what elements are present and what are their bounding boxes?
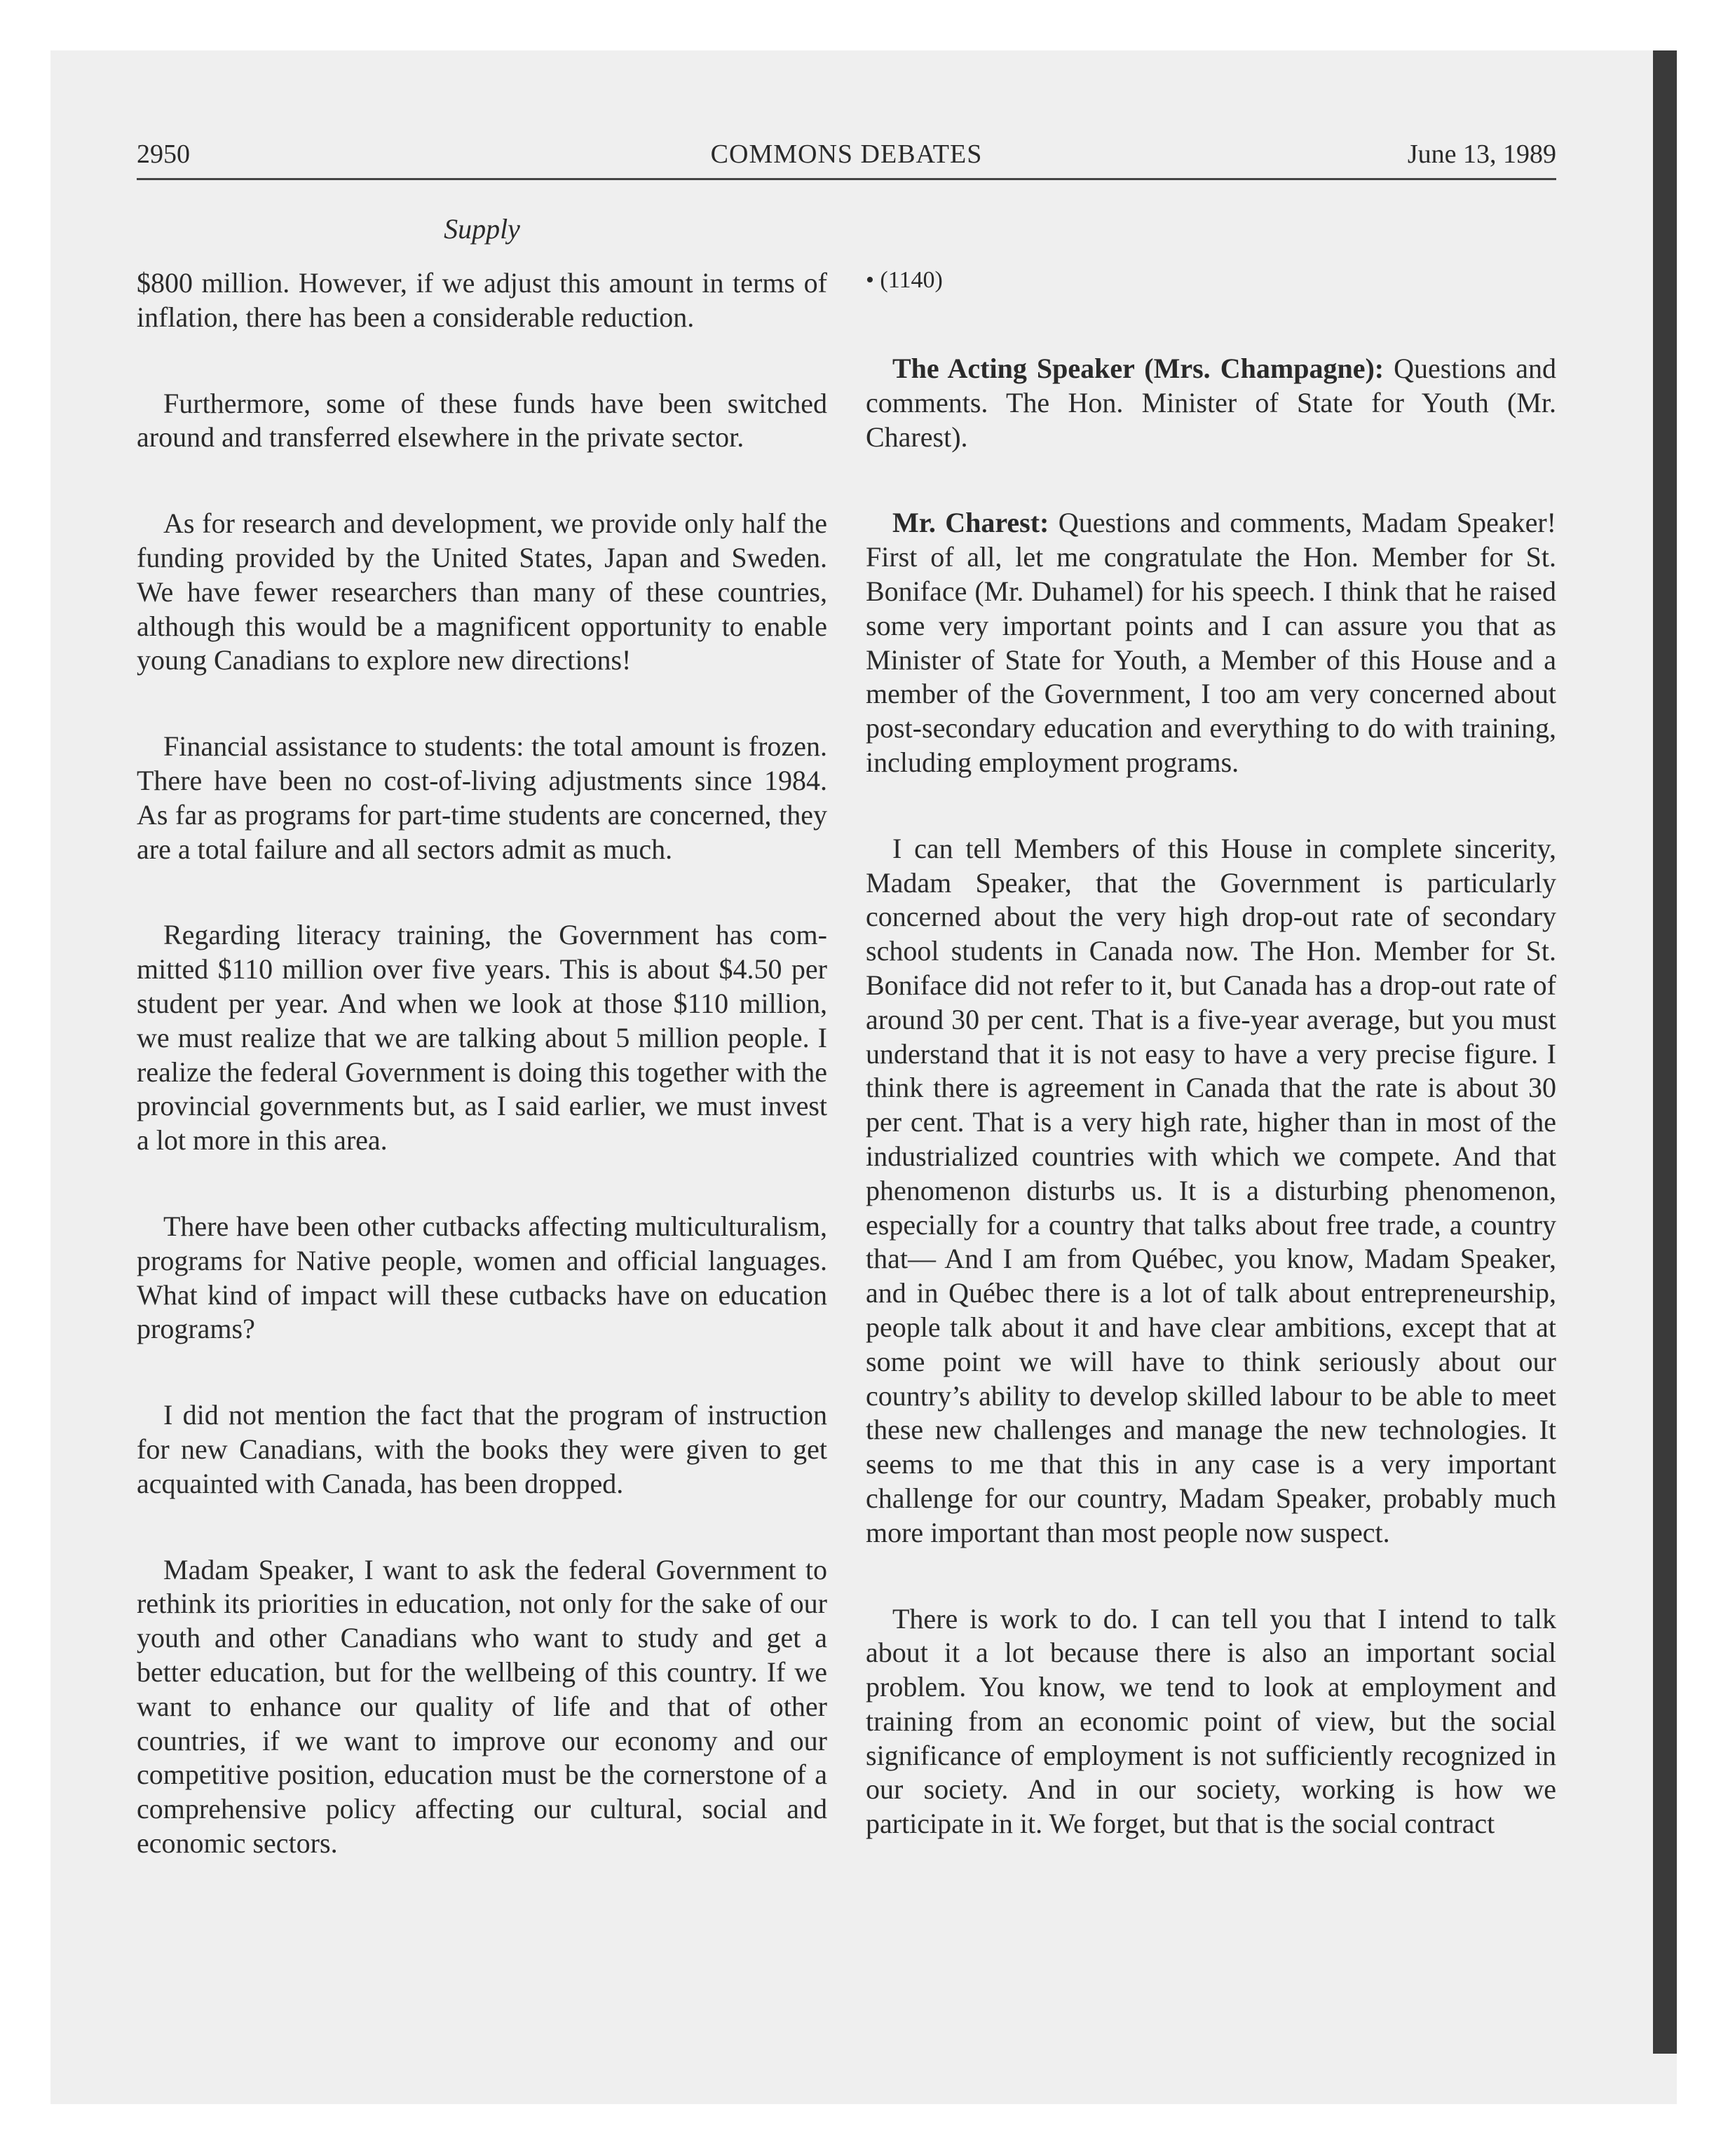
speaker-name-2: Mr. Charest: <box>892 507 1049 539</box>
left-paragraph-6: There have been other cutbacks affecting multiculturalism, programs for Native people, women and official languages. What kind of impact will these cutbacks have on education programs? <box>137 1210 827 1345</box>
speaker-text-1: Questions and comments. The Hon. Minister of State for Youth (Mr. Charest). <box>866 353 1556 453</box>
speaker-name-1: The Acting Speaker (Mrs. Champagne): <box>892 353 1384 384</box>
speaker-text-2: Questions and comments, Madam Speaker! First of all, let me congratulate the Hon. Member for St. Boniface (Mr. Duhamel) for his speech. I think that he raised some very important points and I can assure you that as Minister of State for Youth, a Member of this House and a member of the Government, I too am very concerned about post-secondary education and everything to do with training, including employment programs. <box>866 507 1556 778</box>
publication-title: COMMONS DEBATES <box>710 139 983 169</box>
left-paragraph-4: Financial assistance to students: the total amount is frozen. There have been no cost-of-living adjustments since 1984. As far as programs for part-time students are concerned, they are a total failure and all sectors admit as much. <box>137 730 827 865</box>
speaker-paragraph-1 <box>866 352 1556 454</box>
left-paragraph-7: I did not mention the fact that the program of instruction for new Canadians, with the books they were given to get acquainted with Canada, has been dropped. <box>137 1399 827 1499</box>
left-paragraph-1: $800 million. However, if we adjust this amount in terms of inflation, there has been a considerable reduction. <box>137 267 827 333</box>
publication-date: June 13, 1989 <box>1407 139 1556 169</box>
left-column <box>137 266 827 1913</box>
left-paragraph-5: Regarding literacy training, the Government has committed $110 million over five years. This is about $4.50 per student per year. And when we look at those $110 million, we must realize that we are talking about 5 million people. I realize the federal Government is doing this together with the provincial governments but, as I said earlier, we must invest a lot more in this area. <box>137 919 827 1157</box>
right-paragraph-4: There is work to do. I can tell you that I intend to talk about it a lot because there is also an important social problem. You know, we tend to look at employment and training from an economic point of view, but the social significance of employment is not sufficiently recognized in our society. And in our society, working is how we participate in it. We forget, but that is the social contract <box>866 1602 1556 1840</box>
speaker-paragraph-2 <box>866 506 1556 779</box>
right-paragraph-3: I can tell Members of this House in complete sincerity, Madam Speaker, that the Government is particularly concerned about the very high drop-out rate of secondary school students in Canada now. The Hon. Member for St. Boniface did not refer to it, but Canada has a drop-out rate of around 30 per cent. That is a five-year average, but you must understand that it is not easy to have a very precise figure. I think there is agreement in Canada that the rate is about 30 per cent. That is a very high rate, higher than in most of the industrialized countries with which we compete. And that phenomenon disturbs us. It is a disturbing phenomenon, especially for a country that talks about free trade, a country that— And I am from Québec, you know, Madam Speaker, and in Québec there is a lot of talk about entrepreneurship, people talk about it and have clear ambitions, except that at some point we will have to think seriously about our country’s ability to develop skilled labour to be able to meet these new challenges and manage the new technologies. It seems to me that this in any case is a very important challenge for our country, Madam Speaker, probably much more important than most people now suspect. <box>866 832 1556 1548</box>
page-header <box>137 133 1556 175</box>
left-paragraph-2: Furthermore, some of these funds have been switched around and transferred elsewhere in the private sector. <box>137 387 827 453</box>
right-column <box>866 266 1556 1893</box>
scan-edge-bar <box>1653 50 1677 2054</box>
left-paragraph-8: Madam Speaker, I want to ask the federal Government to rethink its priorities in education, not only for the sake of our youth and other Canadians who want to study and get a better education, but for the wellbeing of this country. If we want to enhance our quality of life and that of other countries, if we want to improve our economy and our competitive position, education must be the cornerstone of a comprehensive policy affecting our cultural, social and economic sectors. <box>137 1553 827 1859</box>
left-paragraph-3: As for research and development, we provide only half the funding provided by the United States, Japan and Sweden. We have fewer researchers than many of these countries, although this would be a magnificent opportunity to enable young Canadians to explore new directions! <box>137 507 827 676</box>
time-marker: • (1140) <box>866 267 943 293</box>
header-rule <box>137 178 1556 180</box>
running-head: Supply <box>444 213 520 245</box>
page-number: 2950 <box>137 139 190 169</box>
